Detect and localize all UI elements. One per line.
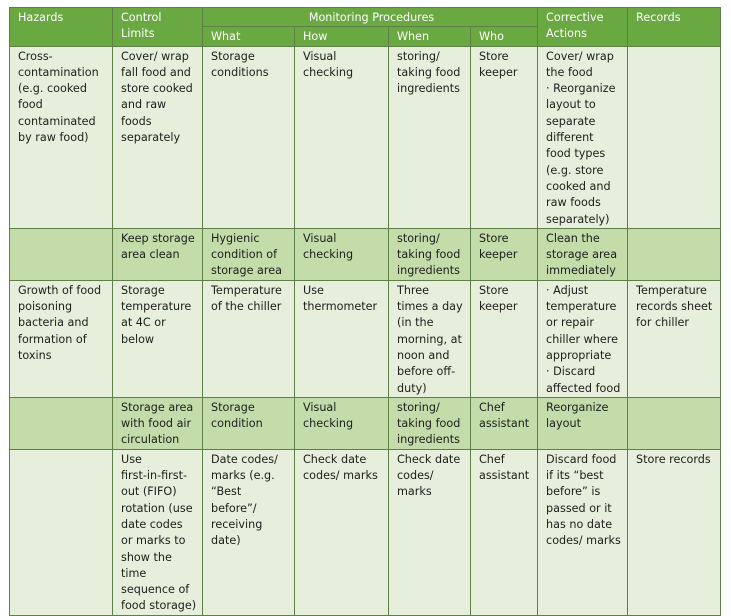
header-row-top: [10, 8, 721, 27]
cell-records: Store records: [628, 449, 721, 615]
cell-what: Hygienic condition of storage area: [203, 228, 295, 280]
haccp-table-container: [9, 7, 721, 616]
cell-corrective-actions: Clean the storage area immediately: [538, 228, 628, 280]
table-row: [10, 280, 721, 397]
cell-control-limits: Storage area with food air circulation: [113, 397, 203, 449]
table-row: [10, 397, 721, 449]
cell-hazard: [10, 228, 113, 280]
cell-what: Temperature of the chiller: [203, 280, 295, 397]
header-monitoring-procedures: Monitoring Procedures: [203, 8, 538, 27]
cell-corrective-actions: Cover/ wrap the food · Reorganize layout to separate different food types (e.g. store cooked and raw foods separately): [538, 46, 628, 228]
cell-when: Check date codes/ marks: [389, 449, 471, 615]
cell-records: Temperature records sheet for chiller: [628, 280, 721, 397]
cell-hazard: Growth of food poisoning bacteria and formation of toxins: [10, 280, 113, 397]
cell-how: Use thermometer: [295, 280, 389, 397]
header-control-limits: Control Limits: [113, 8, 203, 47]
cell-records: [628, 228, 721, 280]
cell-when: storing/ taking food ingredients: [389, 46, 471, 228]
cell-control-limits: Cover/ wrap fall food and store cooked and raw foods separately: [113, 46, 203, 228]
cell-who: Store keeper: [471, 228, 538, 280]
cell-records: [628, 397, 721, 449]
header-records: Records: [628, 8, 721, 47]
header-how: How: [295, 27, 389, 46]
cell-records: [628, 46, 721, 228]
header-when: When: [389, 27, 471, 46]
cell-who: Store keeper: [471, 46, 538, 228]
cell-hazard: Cross- contamination (e.g. cooked food contaminated by raw food): [10, 46, 113, 228]
cell-how: Visual checking: [295, 46, 389, 228]
cell-how: Visual checking: [295, 228, 389, 280]
cell-when: storing/ taking food ingredients: [389, 228, 471, 280]
cell-what: Date codes/ marks (e.g. “Best before”/ receiving date): [203, 449, 295, 615]
cell-who: Chef assistant: [471, 449, 538, 615]
cell-control-limits: Storage temperature at 4C or below: [113, 280, 203, 397]
table-row: [10, 449, 721, 615]
cell-what: Storage conditions: [203, 46, 295, 228]
table-row: [10, 228, 721, 280]
cell-corrective-actions: · Adjust temperature or repair chiller where appropriate · Discard affected food: [538, 280, 628, 397]
cell-control-limits: Use first-in-first- out (FIFO) rotation (use date codes or marks to show the time sequence of food storage): [113, 449, 203, 615]
cell-corrective-actions: Reorganize layout: [538, 397, 628, 449]
cell-hazard: [10, 449, 113, 615]
cell-who: Store keeper: [471, 280, 538, 397]
header-what: What: [203, 27, 295, 46]
cell-hazard: [10, 397, 113, 449]
cell-how: Check date codes/ marks: [295, 449, 389, 615]
cell-what: Storage condition: [203, 397, 295, 449]
cell-when: Three times a day (in the morning, at noon and before off- duty): [389, 280, 471, 397]
header-who: Who: [471, 27, 538, 46]
table-row: [10, 46, 721, 228]
haccp-monitoring-table: [9, 7, 721, 616]
cell-who: Chef assistant: [471, 397, 538, 449]
cell-when: storing/ taking food ingredients: [389, 397, 471, 449]
cell-how: Visual checking: [295, 397, 389, 449]
header-hazards: Hazards: [10, 8, 113, 47]
cell-corrective-actions: Discard food if its “best before” is passed or it has no date codes/ marks: [538, 449, 628, 615]
header-corrective-actions: Corrective Actions: [538, 8, 628, 47]
cell-control-limits: Keep storage area clean: [113, 228, 203, 280]
